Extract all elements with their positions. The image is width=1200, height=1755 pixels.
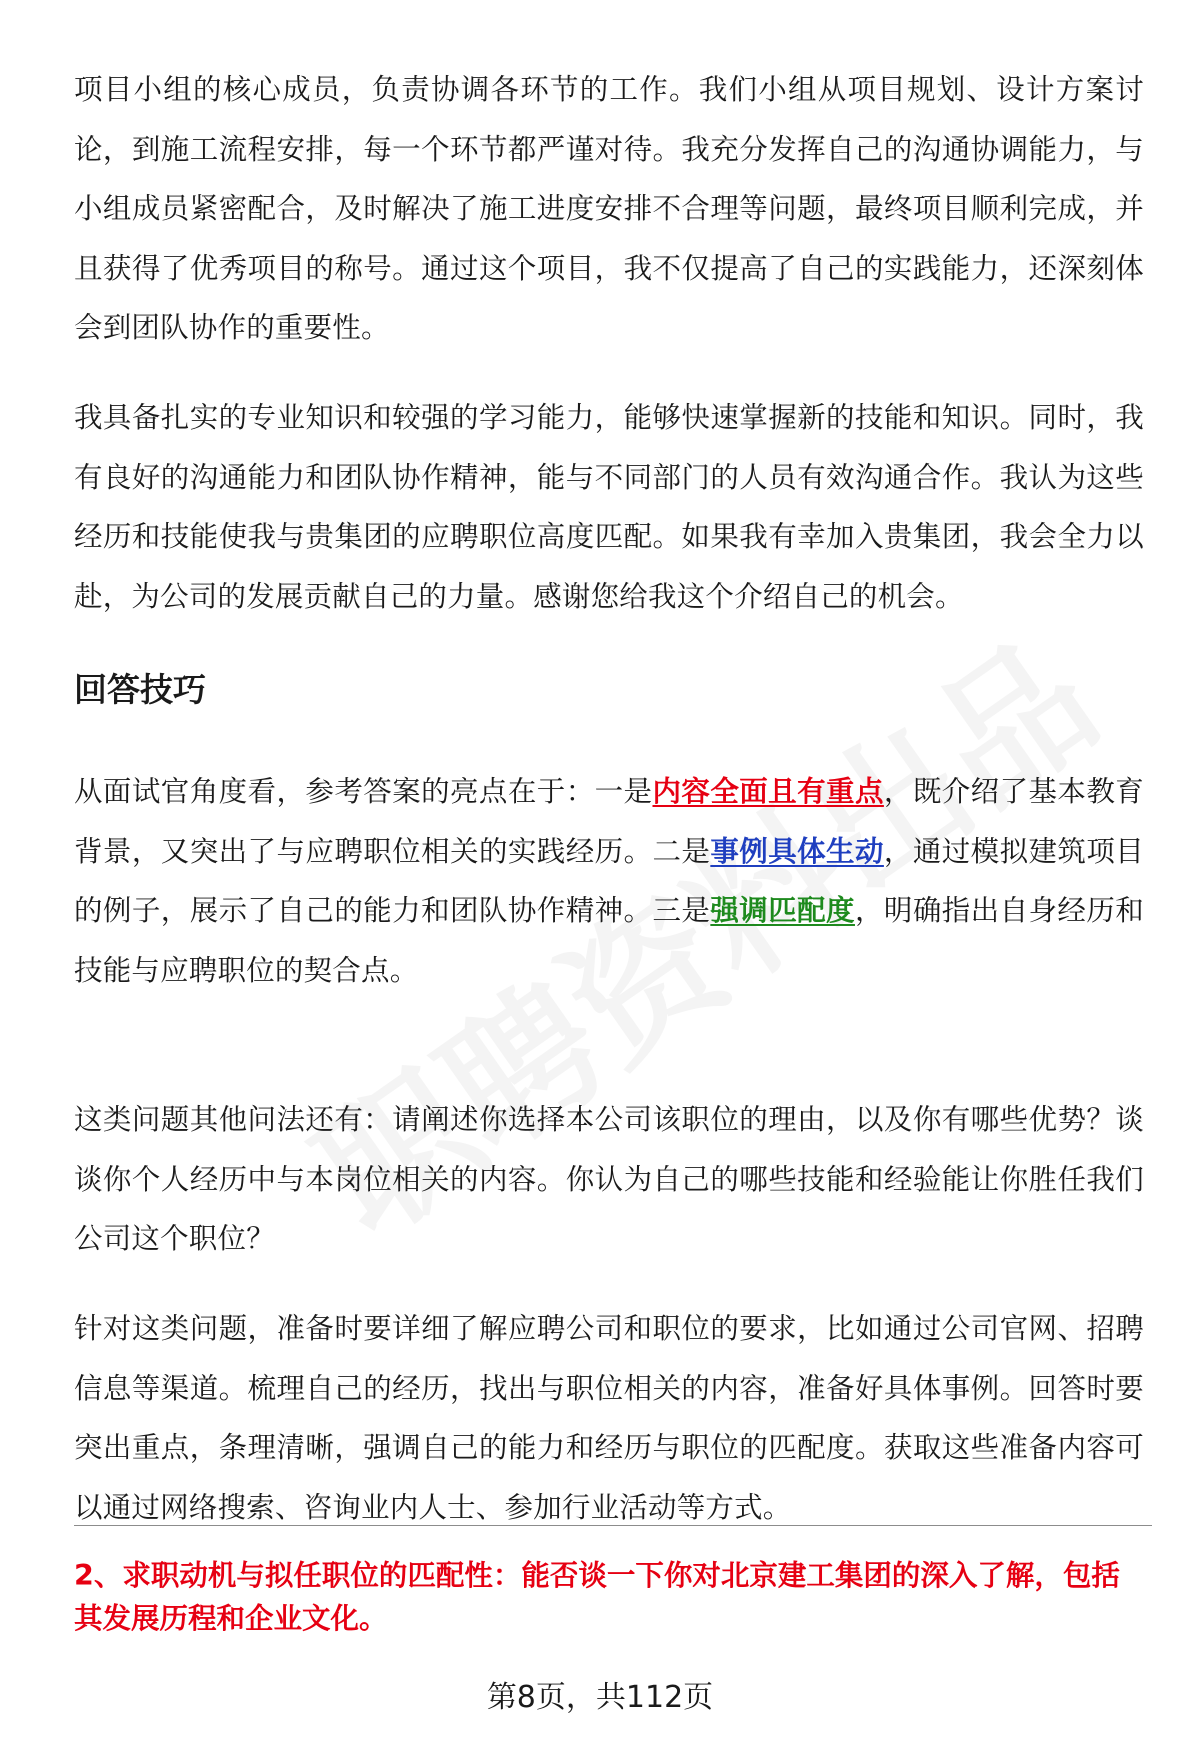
analysis-text-1: 从面试官角度看，参考答案的亮点在于：一是	[74, 775, 653, 808]
analysis-text-3: ，通过模拟建筑项目的例子，展示了自己的能力和团队协作精神。三是	[74, 834, 1144, 927]
paragraph-analysis	[74, 762, 1144, 1000]
paragraph-alternate-questions: 这类问题其他问法还有：请阐述你选择本公司该职位的理由，以及你有哪些优势？谈谈你个人经历中与本岗位相关的内容。你认为自己的哪些技能和经验能让你胜任我们公司这个职位？	[74, 1103, 1144, 1255]
highlight-match: 强调匹配度	[710, 894, 855, 927]
paragraph-experience: 项目小组的核心成员，负责协调各环节的工作。我们小组从项目规划、设计方案讨论，到施工流程安排，每一个环节都严谨对待。我充分发挥自己的沟通协调能力，与小组成员紧密配合，及时解决了施工进度安排不合理等问题，最终项目顺利完成，并且获得了优秀项目的称号。通过这个项目，我不仅提高了自己的实践能力，还深刻体会到团队协作的重要性。	[74, 73, 1144, 344]
paragraph-preparation-tips: 针对这类问题，准备时要详细了解应聘公司和职位的要求，比如通过公司官网、招聘信息等渠道。梳理自己的经历，找出与职位相关的内容，准备好具体事例。回答时要突出重点，条理清晰，强调自己的能力和经历与职位的匹配度。获取这些准备内容可以通过网络搜索、咨询业内人士、参加行业活动等方式。	[74, 1312, 1144, 1524]
analysis-text-2: ，既介绍了基本教育背景，又突出了与应聘职位相关的实践经历。二是	[74, 775, 1144, 868]
paragraph-skills: 我具备扎实的专业知识和较强的学习能力，能够快速掌握新的技能和知识。同时，我有良好的沟通能力和团队协作精神，能与不同部门的人员有效沟通合作。我认为这些经历和技能使我与贵集团的应聘职位高度匹配。如果我有幸加入贵集团，我会全力以赴，为公司的发展贡献自己的力量。感谢您给我这个介绍自己的机会。	[74, 401, 1144, 613]
page-number: 第8页，共112页	[486, 1680, 714, 1715]
next-question: 2、求职动机与拟任职位的匹配性：能否谈一下你对北京建工集团的深入了解，包括其发展历程和企业文化。	[74, 1559, 1120, 1635]
analysis-text-4: ，明确指出自身经历和技能与应聘职位的契合点。	[74, 894, 1144, 987]
highlight-vivid-example: 事例具体生动	[710, 834, 884, 868]
section-heading: 回答技巧	[74, 670, 206, 709]
highlight-comprehensive: 内容全面且有重点	[652, 775, 884, 808]
section-divider	[74, 1525, 1152, 1526]
